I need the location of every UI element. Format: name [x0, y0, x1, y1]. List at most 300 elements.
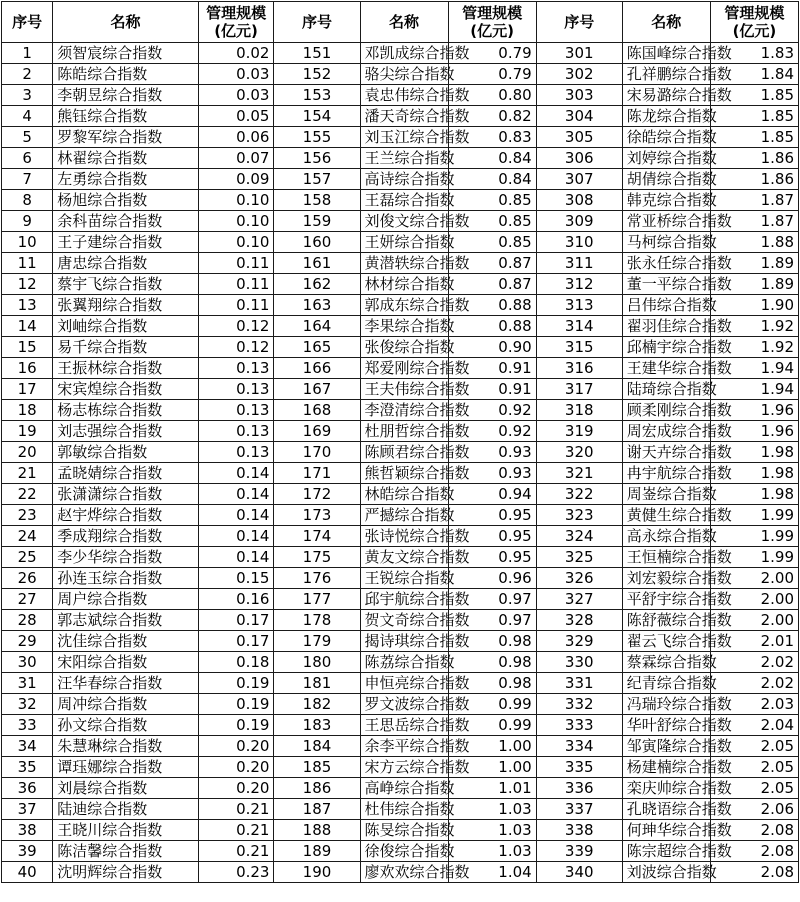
row-name: 翟羽佳综合指数	[622, 316, 710, 337]
row-index: 36	[2, 778, 53, 799]
row-scale: 0.85	[448, 232, 536, 253]
row-index: 312	[536, 274, 622, 295]
row-scale: 1.89	[710, 253, 798, 274]
row-index: 338	[536, 820, 622, 841]
row-scale: 1.87	[710, 190, 798, 211]
row-scale: 0.05	[198, 106, 274, 127]
row-name: 张俊综合指数	[360, 337, 448, 358]
table-row	[2, 127, 799, 148]
row-scale: 0.21	[198, 799, 274, 820]
row-scale: 0.98	[448, 631, 536, 652]
header-scale-line2: (亿元)	[214, 22, 258, 40]
row-index: 153	[274, 85, 360, 106]
row-scale: 2.08	[710, 841, 798, 862]
row-scale: 0.23	[198, 862, 274, 883]
row-name: 余李平综合指数	[360, 736, 448, 757]
row-scale: 2.03	[710, 694, 798, 715]
table-row	[2, 232, 799, 253]
row-name: 徐皓综合指数	[622, 127, 710, 148]
row-scale: 0.13	[198, 400, 274, 421]
row-index: 3	[2, 85, 53, 106]
row-index: 40	[2, 862, 53, 883]
row-name: 骆尖综合指数	[360, 64, 448, 85]
row-scale: 0.96	[448, 568, 536, 589]
row-scale: 0.99	[448, 694, 536, 715]
row-index: 30	[2, 652, 53, 673]
table-row	[2, 757, 799, 778]
row-scale: 0.13	[198, 442, 274, 463]
row-scale: 0.16	[198, 589, 274, 610]
row-name: 邹寅隆综合指数	[622, 736, 710, 757]
row-name: 林皓综合指数	[360, 484, 448, 505]
row-scale: 0.21	[198, 841, 274, 862]
row-index: 170	[274, 442, 360, 463]
row-index: 181	[274, 673, 360, 694]
row-name: 郭志斌综合指数	[53, 610, 198, 631]
row-name: 陈皓综合指数	[53, 64, 198, 85]
row-index: 6	[2, 148, 53, 169]
row-index: 316	[536, 358, 622, 379]
header-scale	[448, 2, 536, 43]
row-name: 谭珏娜综合指数	[53, 757, 198, 778]
row-index: 37	[2, 799, 53, 820]
row-index: 19	[2, 421, 53, 442]
row-name: 王锐综合指数	[360, 568, 448, 589]
header-scale-line1: 管理规模	[724, 4, 785, 22]
row-scale: 1.99	[710, 505, 798, 526]
row-index: 314	[536, 316, 622, 337]
row-scale: 0.09	[198, 169, 274, 190]
row-scale: 1.04	[448, 862, 536, 883]
row-index: 7	[2, 169, 53, 190]
row-name: 孙连玉综合指数	[53, 568, 198, 589]
row-name: 王夫伟综合指数	[360, 379, 448, 400]
row-name: 张诗悦综合指数	[360, 526, 448, 547]
row-index: 327	[536, 589, 622, 610]
row-name: 平舒宇综合指数	[622, 589, 710, 610]
row-scale: 0.88	[448, 295, 536, 316]
header-index: 序号	[2, 2, 53, 43]
row-scale: 0.79	[448, 64, 536, 85]
row-name: 韩克综合指数	[622, 190, 710, 211]
row-scale: 1.03	[448, 799, 536, 820]
row-name: 潘天奇综合指数	[360, 106, 448, 127]
row-index: 304	[536, 106, 622, 127]
row-name: 郭敏综合指数	[53, 442, 198, 463]
row-scale: 1.89	[710, 274, 798, 295]
table-row	[2, 169, 799, 190]
row-index: 328	[536, 610, 622, 631]
row-name: 王建华综合指数	[622, 358, 710, 379]
row-index: 310	[536, 232, 622, 253]
table-row	[2, 190, 799, 211]
row-index: 179	[274, 631, 360, 652]
row-name: 李少华综合指数	[53, 547, 198, 568]
row-index: 34	[2, 736, 53, 757]
row-name: 刘晨综合指数	[53, 778, 198, 799]
row-index: 313	[536, 295, 622, 316]
row-name: 蔡霖综合指数	[622, 652, 710, 673]
row-scale: 1.86	[710, 169, 798, 190]
row-index: 1	[2, 43, 53, 64]
row-index: 173	[274, 505, 360, 526]
row-name: 陆迪综合指数	[53, 799, 198, 820]
row-index: 22	[2, 484, 53, 505]
row-index: 39	[2, 841, 53, 862]
header-scale-line2: (亿元)	[732, 22, 777, 40]
row-index: 184	[274, 736, 360, 757]
row-scale: 0.10	[198, 211, 274, 232]
row-scale: 0.14	[198, 463, 274, 484]
row-name: 邓凯成综合指数	[360, 43, 448, 64]
table-row	[2, 106, 799, 127]
row-name: 刘波综合指数	[622, 862, 710, 883]
row-scale: 2.05	[710, 778, 798, 799]
row-index: 301	[536, 43, 622, 64]
row-scale: 1.00	[448, 736, 536, 757]
table-row	[2, 547, 799, 568]
row-scale: 1.98	[710, 484, 798, 505]
row-name: 郭成东综合指数	[360, 295, 448, 316]
row-name: 袁忠伟综合指数	[360, 85, 448, 106]
row-index: 171	[274, 463, 360, 484]
row-index: 29	[2, 631, 53, 652]
row-scale: 0.79	[448, 43, 536, 64]
row-scale: 0.84	[448, 169, 536, 190]
row-name: 廖欢欢综合指数	[360, 862, 448, 883]
row-name: 陈旻综合指数	[360, 820, 448, 841]
row-index: 4	[2, 106, 53, 127]
row-name: 邱楠宇综合指数	[622, 337, 710, 358]
row-name: 周冲综合指数	[53, 694, 198, 715]
row-name: 陈宗超综合指数	[622, 841, 710, 862]
row-index: 33	[2, 715, 53, 736]
row-name: 王思岳综合指数	[360, 715, 448, 736]
table-row	[2, 778, 799, 799]
row-index: 189	[274, 841, 360, 862]
row-name: 朱慧琳综合指数	[53, 736, 198, 757]
row-name: 冉宇航综合指数	[622, 463, 710, 484]
row-index: 326	[536, 568, 622, 589]
row-name: 杨建楠综合指数	[622, 757, 710, 778]
row-name: 陆琦综合指数	[622, 379, 710, 400]
row-name: 陈国峰综合指数	[622, 43, 710, 64]
row-name: 常亚桥综合指数	[622, 211, 710, 232]
row-scale: 0.03	[198, 64, 274, 85]
fund-scale-table	[1, 1, 799, 883]
row-scale: 1.99	[710, 547, 798, 568]
row-name: 申恒亮综合指数	[360, 673, 448, 694]
table-row	[2, 589, 799, 610]
row-name: 王恒楠综合指数	[622, 547, 710, 568]
row-index: 339	[536, 841, 622, 862]
table-row	[2, 64, 799, 85]
row-scale: 0.83	[448, 127, 536, 148]
row-name: 熊钰综合指数	[53, 106, 198, 127]
row-scale: 1.98	[710, 463, 798, 484]
row-index: 25	[2, 547, 53, 568]
row-index: 321	[536, 463, 622, 484]
row-index: 325	[536, 547, 622, 568]
row-scale: 0.84	[448, 148, 536, 169]
row-index: 306	[536, 148, 622, 169]
row-name: 高诗综合指数	[360, 169, 448, 190]
row-name: 林材综合指数	[360, 274, 448, 295]
row-scale: 0.87	[448, 253, 536, 274]
row-scale: 0.03	[198, 85, 274, 106]
table-row	[2, 568, 799, 589]
row-index: 188	[274, 820, 360, 841]
row-index: 190	[274, 862, 360, 883]
table-row	[2, 799, 799, 820]
row-index: 27	[2, 589, 53, 610]
row-scale: 0.95	[448, 526, 536, 547]
row-index: 9	[2, 211, 53, 232]
row-scale: 2.00	[710, 610, 798, 631]
row-scale: 1.03	[448, 820, 536, 841]
row-name: 唐忠综合指数	[53, 253, 198, 274]
row-index: 333	[536, 715, 622, 736]
row-index: 334	[536, 736, 622, 757]
row-scale: 0.21	[198, 820, 274, 841]
table-row	[2, 400, 799, 421]
row-scale: 0.95	[448, 547, 536, 568]
row-index: 307	[536, 169, 622, 190]
row-index: 308	[536, 190, 622, 211]
row-name: 翟云飞综合指数	[622, 631, 710, 652]
row-name: 须智宸综合指数	[53, 43, 198, 64]
row-index: 169	[274, 421, 360, 442]
row-scale: 1.85	[710, 127, 798, 148]
row-scale: 1.98	[710, 442, 798, 463]
row-index: 337	[536, 799, 622, 820]
row-scale: 0.10	[198, 232, 274, 253]
table-row	[2, 442, 799, 463]
row-index: 5	[2, 127, 53, 148]
row-index: 152	[274, 64, 360, 85]
row-scale: 0.13	[198, 358, 274, 379]
row-name: 黄健生综合指数	[622, 505, 710, 526]
row-scale: 0.97	[448, 610, 536, 631]
row-name: 何珅华综合指数	[622, 820, 710, 841]
row-name: 沈佳综合指数	[53, 631, 198, 652]
row-scale: 0.11	[198, 274, 274, 295]
row-scale: 0.90	[448, 337, 536, 358]
row-name: 华叶舒综合指数	[622, 715, 710, 736]
table-row	[2, 274, 799, 295]
row-index: 11	[2, 253, 53, 274]
row-index: 2	[2, 64, 53, 85]
row-scale: 0.93	[448, 442, 536, 463]
header-name: 名称	[622, 2, 710, 43]
row-name: 陈荔综合指数	[360, 652, 448, 673]
row-index: 182	[274, 694, 360, 715]
header-scale	[710, 2, 798, 43]
row-scale: 0.02	[198, 43, 274, 64]
row-index: 24	[2, 526, 53, 547]
row-index: 156	[274, 148, 360, 169]
row-index: 322	[536, 484, 622, 505]
row-name: 胡倩综合指数	[622, 169, 710, 190]
row-scale: 0.97	[448, 589, 536, 610]
row-index: 158	[274, 190, 360, 211]
row-index: 13	[2, 295, 53, 316]
row-index: 324	[536, 526, 622, 547]
row-index: 14	[2, 316, 53, 337]
table-row	[2, 610, 799, 631]
row-index: 28	[2, 610, 53, 631]
table-row	[2, 337, 799, 358]
row-index: 154	[274, 106, 360, 127]
table-row	[2, 85, 799, 106]
row-name: 左勇综合指数	[53, 169, 198, 190]
row-scale: 1.85	[710, 106, 798, 127]
row-name: 王磊综合指数	[360, 190, 448, 211]
row-index: 10	[2, 232, 53, 253]
row-scale: 0.82	[448, 106, 536, 127]
row-index: 330	[536, 652, 622, 673]
row-name: 余科苗综合指数	[53, 211, 198, 232]
row-name: 王兰综合指数	[360, 148, 448, 169]
row-scale: 2.04	[710, 715, 798, 736]
row-index: 172	[274, 484, 360, 505]
row-scale: 0.12	[198, 316, 274, 337]
row-scale: 1.99	[710, 526, 798, 547]
row-index: 311	[536, 253, 622, 274]
row-index: 165	[274, 337, 360, 358]
row-index: 163	[274, 295, 360, 316]
row-name: 刘岫综合指数	[53, 316, 198, 337]
row-scale: 0.92	[448, 421, 536, 442]
row-index: 23	[2, 505, 53, 526]
row-index: 38	[2, 820, 53, 841]
row-scale: 1.85	[710, 85, 798, 106]
row-scale: 0.11	[198, 295, 274, 316]
row-name: 高永综合指数	[622, 526, 710, 547]
row-name: 谢天卉综合指数	[622, 442, 710, 463]
row-scale: 2.06	[710, 799, 798, 820]
row-scale: 0.14	[198, 484, 274, 505]
row-scale: 1.92	[710, 337, 798, 358]
header-name: 名称	[53, 2, 198, 43]
row-name: 孔祥鹏综合指数	[622, 64, 710, 85]
row-name: 周宏成综合指数	[622, 421, 710, 442]
table-row	[2, 673, 799, 694]
row-name: 纪青综合指数	[622, 673, 710, 694]
row-name: 季成翔综合指数	[53, 526, 198, 547]
row-index: 315	[536, 337, 622, 358]
row-index: 8	[2, 190, 53, 211]
row-name: 孟晓婧综合指数	[53, 463, 198, 484]
row-scale: 2.08	[710, 820, 798, 841]
row-scale: 1.84	[710, 64, 798, 85]
row-name: 王妍综合指数	[360, 232, 448, 253]
row-name: 熊哲颖综合指数	[360, 463, 448, 484]
row-index: 185	[274, 757, 360, 778]
row-name: 吕伟综合指数	[622, 295, 710, 316]
table-row	[2, 862, 799, 883]
row-name: 沈明辉综合指数	[53, 862, 198, 883]
row-index: 159	[274, 211, 360, 232]
row-name: 周崟综合指数	[622, 484, 710, 505]
row-name: 宋易潞综合指数	[622, 85, 710, 106]
row-name: 孔晓语综合指数	[622, 799, 710, 820]
row-name: 郑爱刚综合指数	[360, 358, 448, 379]
row-scale: 2.00	[710, 589, 798, 610]
row-index: 161	[274, 253, 360, 274]
row-index: 303	[536, 85, 622, 106]
row-index: 178	[274, 610, 360, 631]
row-scale: 0.17	[198, 610, 274, 631]
row-name: 陈舒薇综合指数	[622, 610, 710, 631]
row-name: 陈洁馨综合指数	[53, 841, 198, 862]
row-index: 180	[274, 652, 360, 673]
row-index: 21	[2, 463, 53, 484]
row-scale: 0.13	[198, 379, 274, 400]
row-scale: 0.85	[448, 190, 536, 211]
row-index: 302	[536, 64, 622, 85]
table-row	[2, 631, 799, 652]
row-name: 冯瑞玲综合指数	[622, 694, 710, 715]
table-row	[2, 295, 799, 316]
row-scale: 0.19	[198, 694, 274, 715]
row-scale: 0.98	[448, 673, 536, 694]
row-scale: 1.90	[710, 295, 798, 316]
row-scale: 1.00	[448, 757, 536, 778]
row-scale: 0.98	[448, 652, 536, 673]
row-name: 张翼翔综合指数	[53, 295, 198, 316]
row-index: 168	[274, 400, 360, 421]
row-scale: 1.86	[710, 148, 798, 169]
row-index: 305	[536, 127, 622, 148]
row-index: 177	[274, 589, 360, 610]
row-index: 332	[536, 694, 622, 715]
row-name: 王晓川综合指数	[53, 820, 198, 841]
row-scale: 0.19	[198, 715, 274, 736]
row-name: 孙文综合指数	[53, 715, 198, 736]
header-index: 序号	[274, 2, 360, 43]
row-name: 栾庆帅综合指数	[622, 778, 710, 799]
row-index: 320	[536, 442, 622, 463]
row-index: 15	[2, 337, 53, 358]
row-name: 李朝昱综合指数	[53, 85, 198, 106]
table-row	[2, 253, 799, 274]
row-name: 宋宾煌综合指数	[53, 379, 198, 400]
row-name: 蔡宇飞综合指数	[53, 274, 198, 295]
row-index: 155	[274, 127, 360, 148]
row-index: 166	[274, 358, 360, 379]
row-name: 杨志栋综合指数	[53, 400, 198, 421]
row-scale: 0.06	[198, 127, 274, 148]
row-name: 赵宇烨综合指数	[53, 505, 198, 526]
row-name: 刘俊文综合指数	[360, 211, 448, 232]
table-row	[2, 484, 799, 505]
row-scale: 0.91	[448, 379, 536, 400]
row-scale: 1.96	[710, 421, 798, 442]
row-scale: 2.02	[710, 673, 798, 694]
row-index: 26	[2, 568, 53, 589]
row-scale: 1.03	[448, 841, 536, 862]
row-index: 336	[536, 778, 622, 799]
row-scale: 0.99	[448, 715, 536, 736]
row-scale: 2.02	[710, 652, 798, 673]
row-index: 162	[274, 274, 360, 295]
row-index: 331	[536, 673, 622, 694]
row-index: 183	[274, 715, 360, 736]
row-scale: 0.80	[448, 85, 536, 106]
row-name: 刘婷综合指数	[622, 148, 710, 169]
row-index: 309	[536, 211, 622, 232]
